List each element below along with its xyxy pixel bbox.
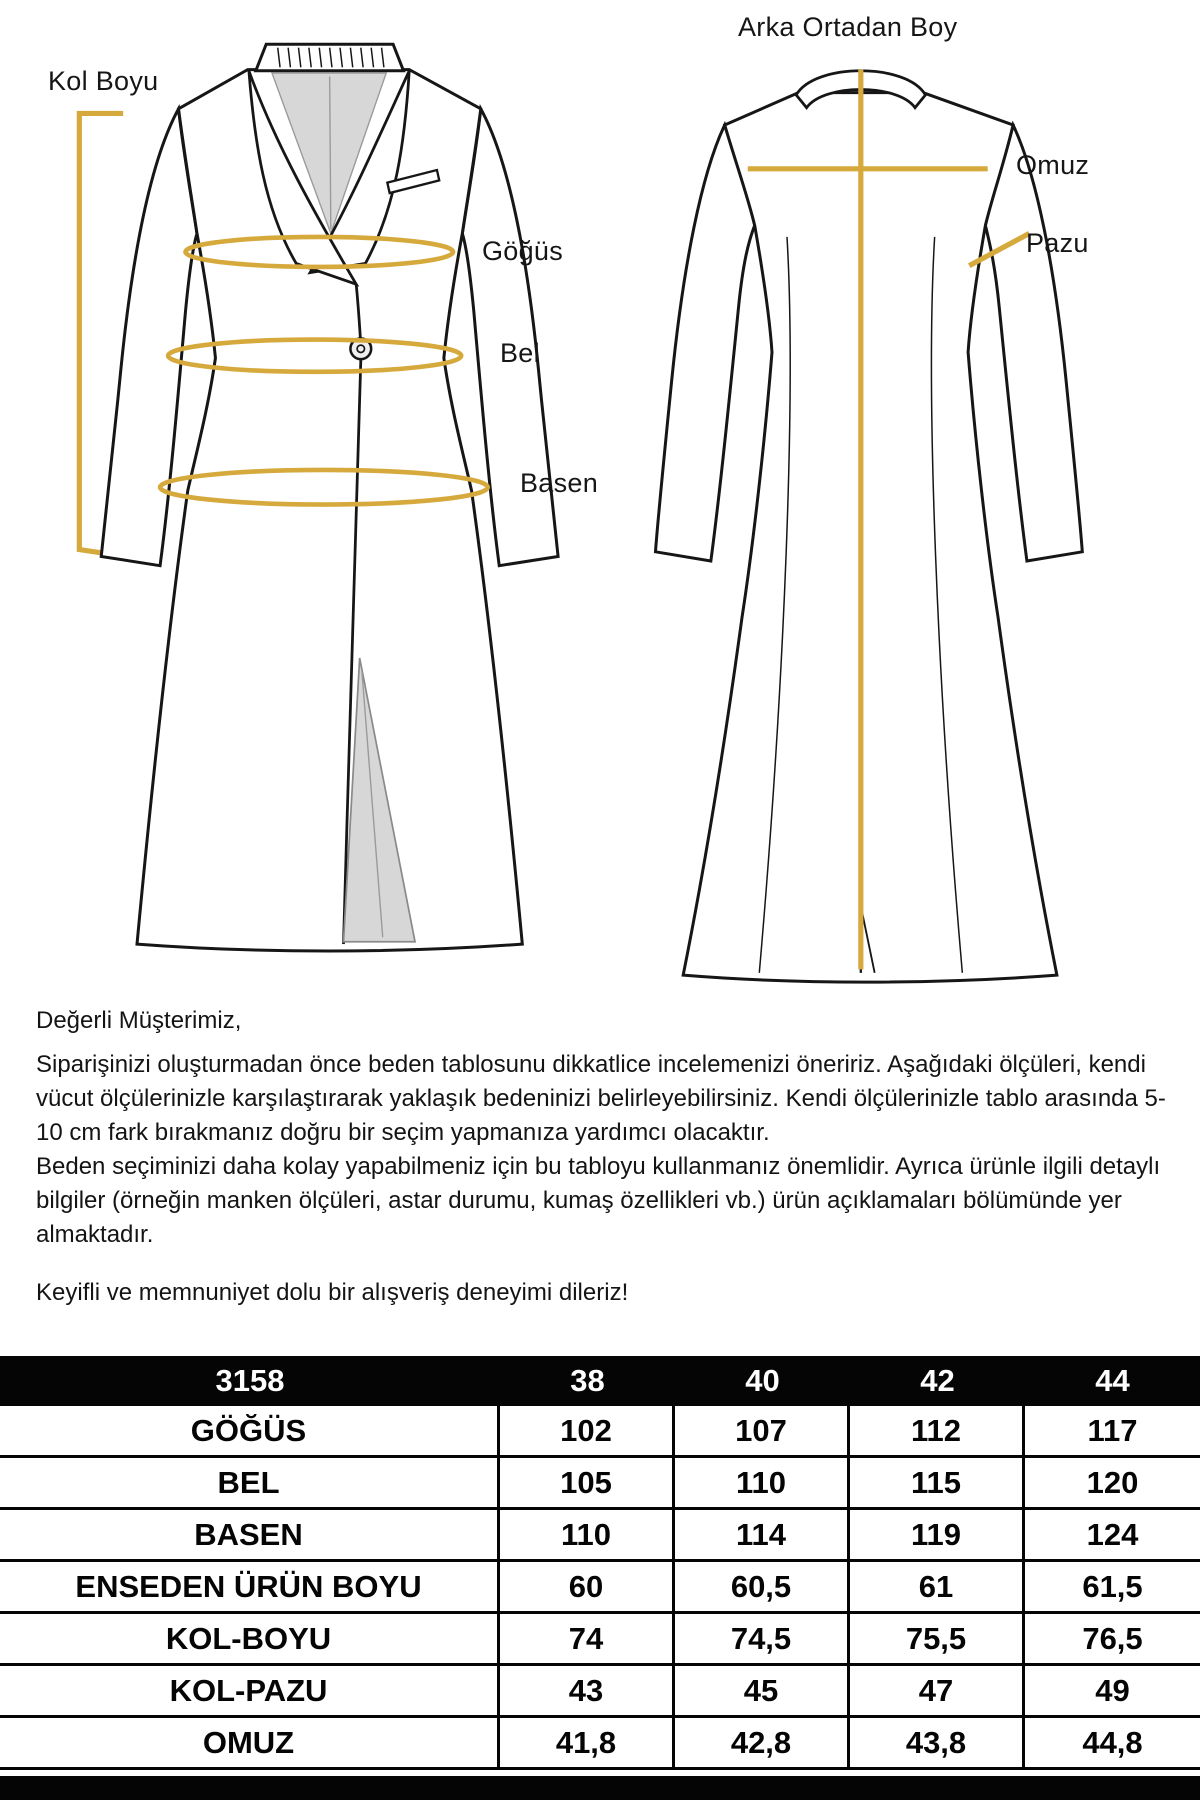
table-cell-value: 61 bbox=[850, 1562, 1025, 1611]
table-cell-value: 60,5 bbox=[675, 1562, 850, 1611]
table-cell-value: 107 bbox=[675, 1406, 850, 1455]
table-cell-value: 75,5 bbox=[850, 1614, 1025, 1663]
hip-label: Basen bbox=[520, 468, 599, 498]
table-cell-value: 42,8 bbox=[675, 1718, 850, 1767]
table-cell-label: BEL bbox=[0, 1458, 500, 1507]
table-cell-value: 61,5 bbox=[1082, 1568, 1143, 1604]
table-cell-value: 43 bbox=[500, 1666, 675, 1715]
closing-text: Keyifli ve memnuniyet dolu bir alışveriş deneyimi dileriz! bbox=[36, 1279, 629, 1306]
info-paragraph-1: Siparişinizi oluşturmadan önce beden tablosunu dikkatlice incelemenizi öneririz. Aşağıdaki ölçüleri, kendi vücut ölçülerinizle karşılaştırarak yaklaşık bedeninizi belirleyebilirsiniz. Kendi ölçülerinizle tablo arasında 5-10 cm fark bırakmanız doğru bir seçim yapmanıza yardımcı olacaktır. bbox=[36, 1051, 1166, 1146]
table-cell-value: 74,5 bbox=[675, 1614, 850, 1663]
table-cell-label: ENSEDEN ÜRÜN BOYU bbox=[0, 1562, 500, 1611]
size-table-header bbox=[0, 1356, 1200, 1406]
chest-label: Göğüs bbox=[482, 236, 564, 266]
table-row bbox=[0, 1406, 1200, 1458]
table-cell-value: 102 bbox=[500, 1406, 675, 1455]
table-cell-value: 115 bbox=[850, 1458, 1025, 1507]
table-cell-value: 119 bbox=[850, 1510, 1025, 1559]
shoulder-label: Omuz bbox=[1016, 150, 1090, 180]
table-cell-value: 74 bbox=[500, 1614, 675, 1663]
table-cell-label: KOL-PAZU bbox=[0, 1666, 500, 1715]
table-cell-value: 110 bbox=[675, 1458, 850, 1507]
table-cell-value: 44,8 bbox=[1082, 1724, 1143, 1760]
table-cell-value: 47 bbox=[850, 1666, 1025, 1715]
product-code: 3158 bbox=[215, 1363, 285, 1398]
customer-info-text bbox=[36, 1004, 1186, 1310]
table-cell-label: BASEN bbox=[0, 1510, 500, 1559]
table-cell-value: 43,8 bbox=[850, 1718, 1025, 1767]
size-table bbox=[0, 1356, 1200, 1770]
back-right-sleeve bbox=[985, 125, 1082, 561]
size-column-38: 38 bbox=[570, 1363, 605, 1398]
table-cell-label: OMUZ bbox=[0, 1718, 500, 1767]
table-cell-value: 112 bbox=[850, 1406, 1025, 1455]
table-cell-value: 60 bbox=[500, 1562, 675, 1611]
bottom-divider-bar bbox=[0, 1776, 1200, 1800]
info-paragraph-2: Beden seçiminizi daha kolay yapabilmeniz için bu tabloyu kullanmanız önemlidir. Ayrıca ürünle ilgili detaylı bilgiler (örneğin manken ölçüleri, astar durumu, kumaş özellikleri vb.) ürün açıklamaları bölümünde yer almaktadır. bbox=[36, 1153, 1161, 1248]
bicep-label: Pazu bbox=[1026, 228, 1089, 258]
table-row bbox=[0, 1718, 1200, 1770]
coat-front-diagram bbox=[63, 35, 594, 981]
table-cell-label: GÖĞÜS bbox=[0, 1406, 500, 1455]
table-cell-value: 49 bbox=[1095, 1672, 1130, 1708]
table-row bbox=[0, 1562, 1200, 1614]
waist-label: Bel bbox=[500, 338, 540, 368]
table-cell-value: 117 bbox=[1087, 1412, 1138, 1448]
size-column-42: 42 bbox=[920, 1363, 955, 1398]
table-cell-label: KOL-BOYU bbox=[0, 1614, 500, 1663]
table-cell-value: 105 bbox=[500, 1458, 675, 1507]
table-cell-value: 41,8 bbox=[500, 1718, 675, 1767]
table-cell-value: 45 bbox=[675, 1666, 850, 1715]
table-cell-value: 124 bbox=[1086, 1516, 1139, 1552]
table-cell-value: 114 bbox=[675, 1510, 850, 1559]
table-row bbox=[0, 1614, 1200, 1666]
table-cell-value: 110 bbox=[500, 1510, 675, 1559]
back-left-sleeve bbox=[655, 125, 754, 561]
table-cell-value: 76,5 bbox=[1082, 1620, 1143, 1656]
table-cell-value: 120 bbox=[1086, 1464, 1139, 1500]
back-length-label: Arka Ortadan Boy bbox=[738, 12, 958, 42]
sleeve-length-label: Kol Boyu bbox=[48, 66, 159, 96]
greeting-text: Değerli Müşterimiz, bbox=[36, 1007, 242, 1034]
size-column-44: 44 bbox=[1095, 1363, 1130, 1398]
size-column-40: 40 bbox=[745, 1363, 780, 1398]
table-row bbox=[0, 1510, 1200, 1562]
table-row bbox=[0, 1458, 1200, 1510]
table-row bbox=[0, 1666, 1200, 1718]
